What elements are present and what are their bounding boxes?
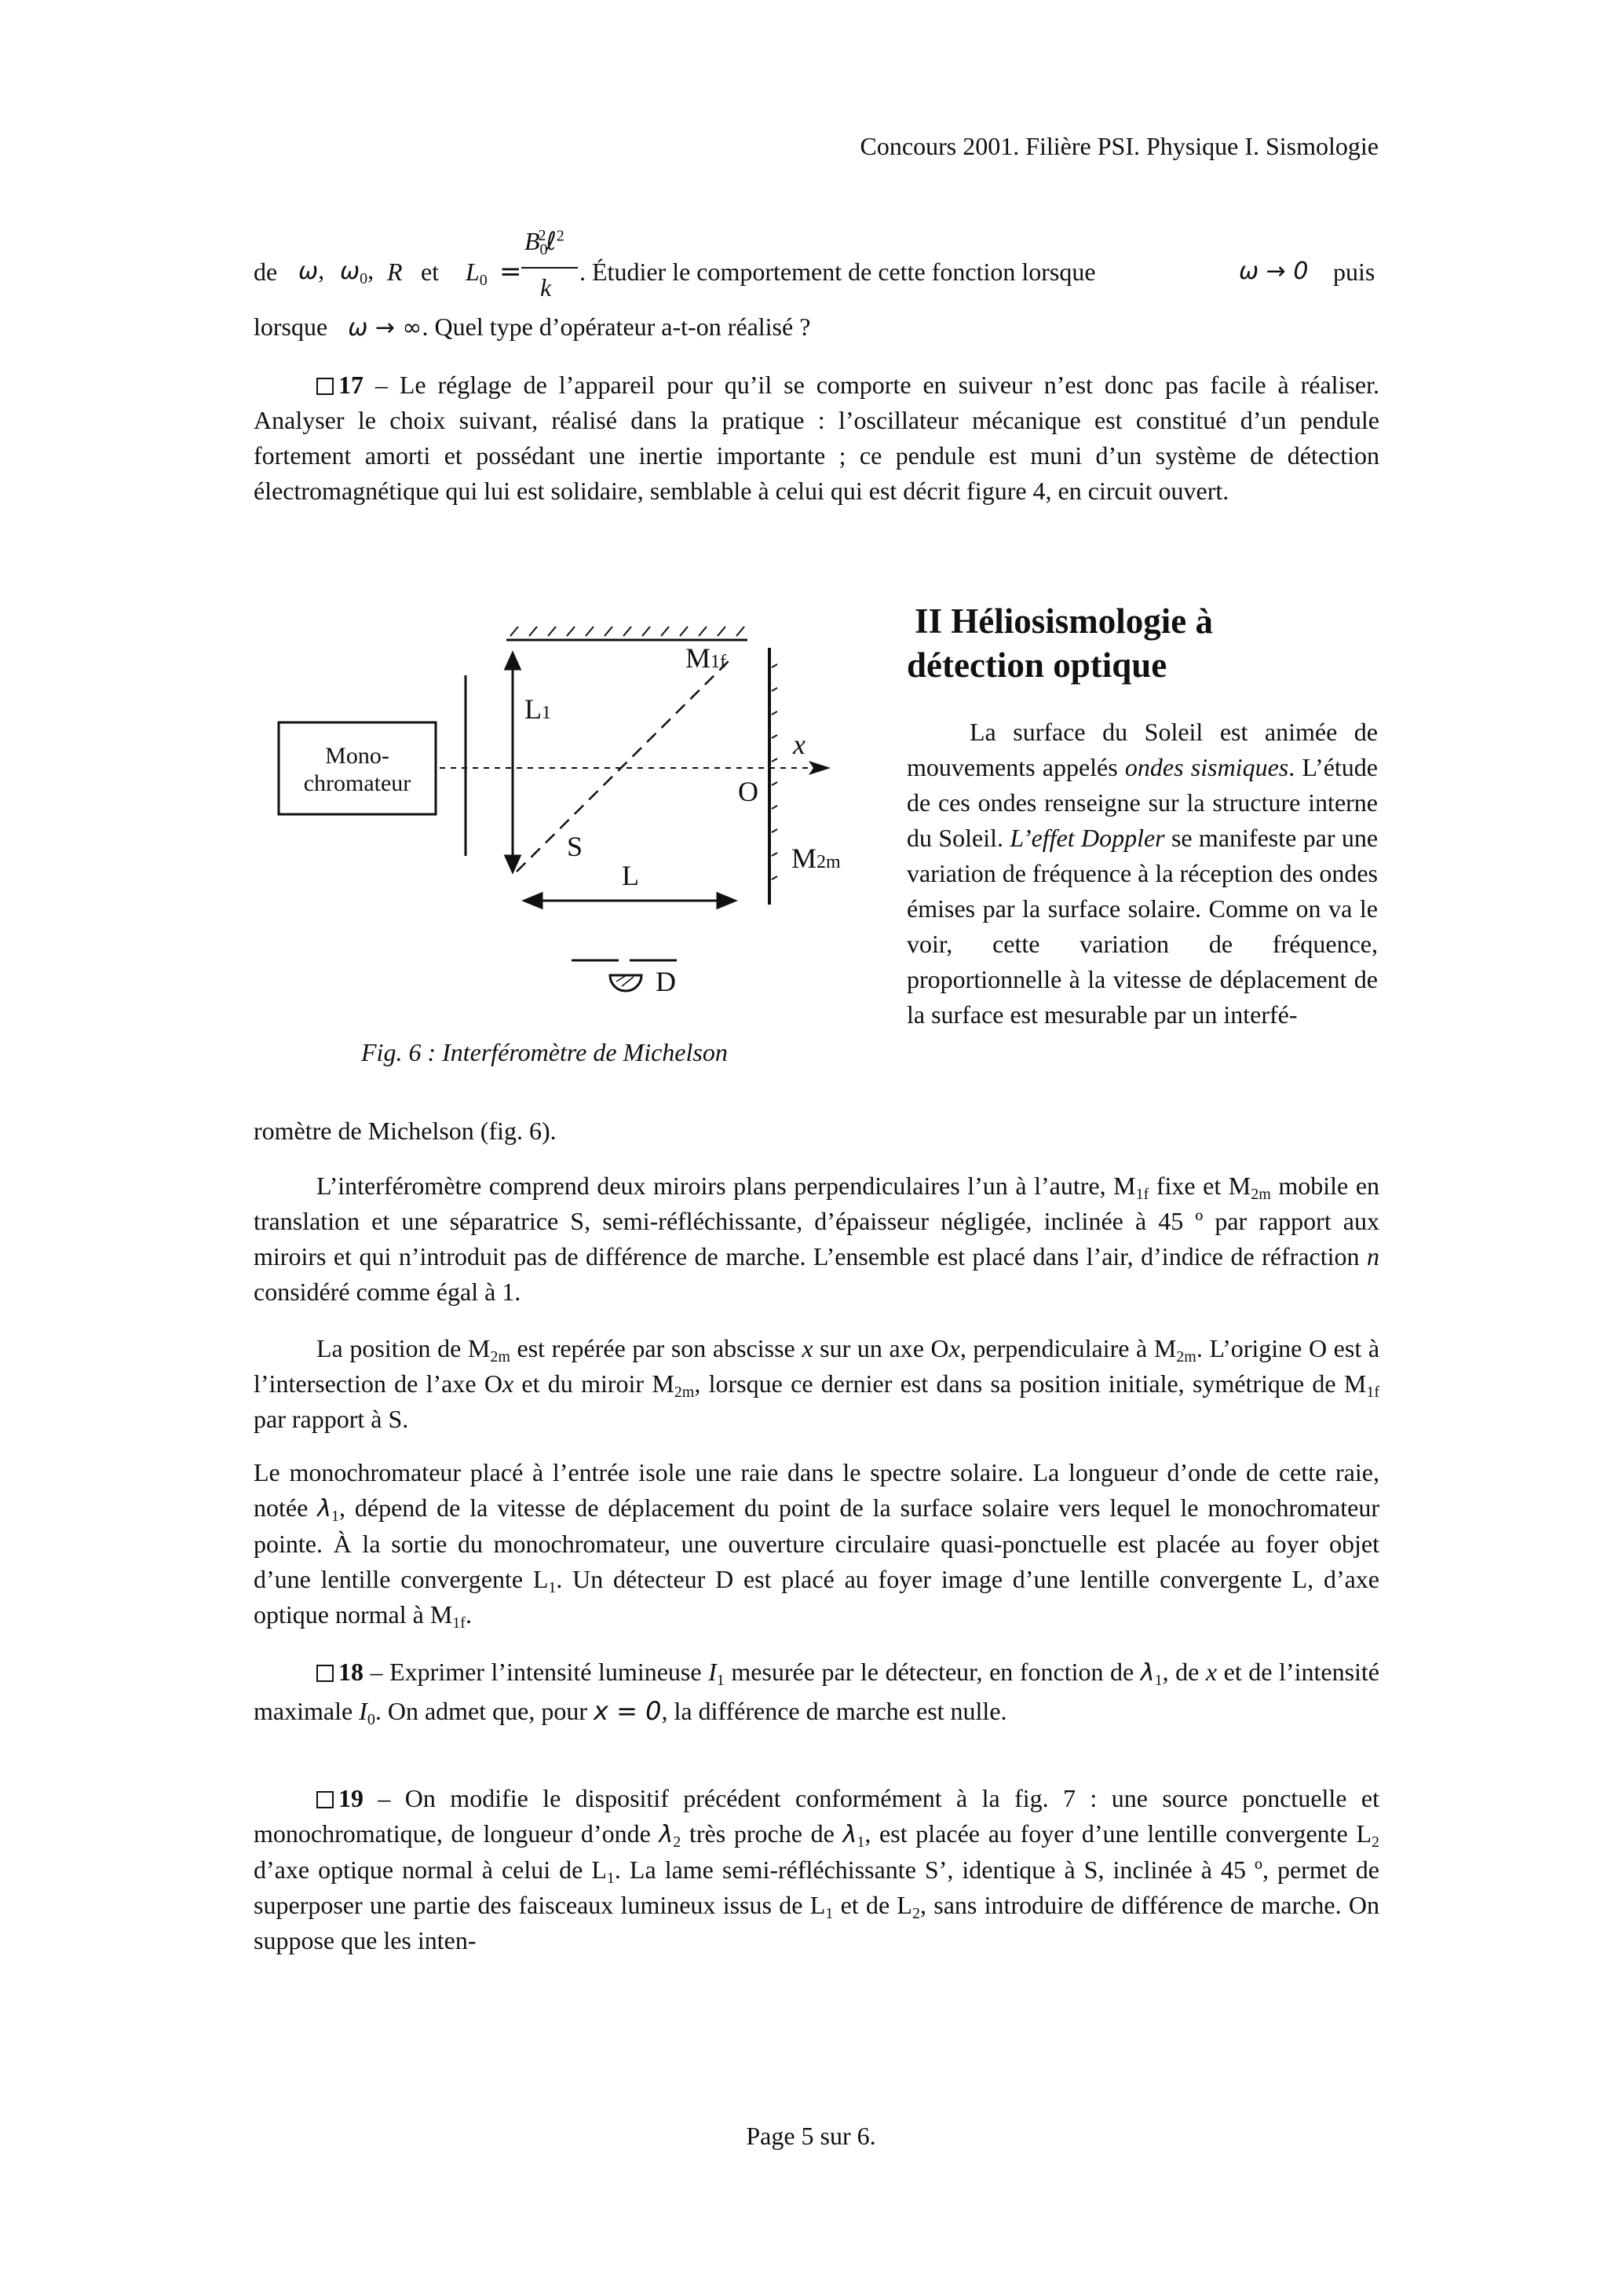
label-l: L: [622, 860, 639, 891]
question-19: 19 – On modifie le dispositif précédent conformément à la fig. 7 : une source ponctuelle et monochromatique, de longueur d’onde $\lambda_2$ très proche de $\lambda_1$, est placée au foyer d’une lentille convergente $L_2$ d’axe optique normal à celui de $L_1$. La lame semi-réfléchissante S’, identique à S, inclinée à 45 º, permet de superposer une partie des faisceaux lumineux issus de $L_1$ et de $L_2$, sans introduire de différence de marche. On suppose que les inten-: [254, 1784, 1380, 1954]
label-o: O: [738, 776, 758, 807]
page-number: Page 5 sur 6.: [746, 2122, 876, 2150]
intro-continuation: se manifeste par une variation de fréquence à la réception des ondes émises par la surface solaire. Comme on va le voir, cette variation de fréquence, proportionnelle à la vitesse de déplacement de la surface est mesurable par un interfé-: [907, 824, 1379, 1029]
label-d: D: [656, 966, 676, 997]
label-s: S: [567, 831, 583, 862]
checkbox-icon: [316, 1665, 334, 1682]
separatrice-s: [517, 658, 732, 872]
question-18: 18 – Exprimer l’intensité lumineuse $I_1$ mesurée par le détecteur, en fonction de $\lambda_1$, de x et de l’intensité maximale $I_0$. On admet que, pour x = 0, la différence de marche est nulle.: [254, 1658, 1380, 1728]
checkbox-icon: [316, 1791, 334, 1808]
section-2-title: II Héliosismologie à détection optique: [907, 601, 1213, 685]
lens-l: [524, 894, 735, 908]
question-17: 17 – Le réglage de l’appareil pour qu’il se comporte en suiveur n’est donc pas facile à réaliser. Analyser le choix suivant, réalisé dans la pratique : l’oscillateur mécanique est constitué d’un pendule fortement amorti et possédant une inertie importante ; ce pendule est muni d’un système de détection électromagnétique qui lui est solidaire, semblable à celui qui est décrit figure 4, en circuit ouvert.: [254, 371, 1379, 505]
mirror-m2m-hatching: [772, 664, 777, 879]
fraction-bar: [521, 267, 578, 269]
lens-l1: [506, 653, 520, 872]
figure-6-michelson: [267, 612, 864, 1029]
label-l1: L: [524, 693, 542, 725]
running-header: Concours 2001. Filière PSI. Physique I. Sismologie: [860, 132, 1379, 160]
checkbox-icon: [316, 378, 334, 395]
top-paragraph-line2: lorsque ω → ∞. Quel type d’opérateur a-t-on réalisé ?: [254, 313, 811, 342]
top-paragraph-line1: de ω, $\omega_0$, R et $L_0$ = $B_0^2\ell^2$ k . Étudier le comportement de cette fonction lorsque ω → 0 puis: [254, 226, 1375, 302]
label-x: x: [793, 729, 806, 760]
figure-caption: Fig. 6 : Interféromètre de Michelson: [361, 1038, 728, 1066]
label-m1f: M: [685, 642, 711, 674]
svg-text:M2m: M2m: [791, 843, 841, 874]
section-2-wrap-tail: romètre de Michelson (fig. 6).: [254, 1113, 557, 1149]
paragraph-monochromateur: Le monochromateur placé à l’entrée isole une raie dans le spectre solaire. La longueur d’onde de cette raie, notée $\lambda_1$, dépend de la vitesse de déplacement du point de la surface solaire vers lequel le monochromateur pointe. À la sortie du monochromateur, une ouverture circulaire quasi-ponctuelle est placée au foyer objet d’une lentille convergente $L_1$. Un détecteur D est placé au foyer image d’une lentille convergente L, d’axe optique normal à $M_{1f}$.: [254, 1458, 1380, 1632]
label-m2m: M: [791, 843, 817, 874]
paragraph-position: La position de $M_{2m}$ est repérée par son abscisse x sur un axe Ox, perpendiculaire à $M_{2m}$. L’origine O est à l’intersection de l’axe Ox et du miroir $M_{2m}$, lorsque ce dernier est dans sa position initiale, symétrique de $M_{1f}$ par rapport à S.: [254, 1334, 1380, 1433]
label-mono-1: Mono-: [325, 743, 389, 769]
fraction-numerator: $B_0^2\ell^2$: [524, 226, 564, 258]
section-2-intro: La surface du Soleil est animée de mouvements appelés ondes sismiques. L’étude de ces ondes renseigne sur la structure interne du Soleil. L’effet Doppler se manifeste par une variation de fréquence à la réception des ondes émises par la surface solaire. Comme on va le voir, cette variation de fréquence, proportionnelle à la vitesse de déplacement de la surface est mesurable par un interfé-: [907, 718, 1379, 1029]
svg-text:M1f: M1f: [685, 642, 727, 674]
paragraph-interferometre: L’interféromètre comprend deux miroirs plans perpendiculaires l’un à l’autre, $M_{1f}$ fixe et $M_{2m}$ mobile en translation et une séparatrice S, semi-réfléchissante, d’épaisseur négligée, inclinée à 45 º par rapport aux miroirs et qui n’introduit pas de différence de marche. L’ensemble est placé dans l’air, d’indice de réfraction n considéré comme égal à 1.: [254, 1172, 1380, 1306]
axis-arrow-x: [809, 761, 831, 775]
label-mono-2: chromateur: [303, 770, 411, 796]
mirror-m1f-hatching: [510, 627, 744, 636]
svg-text:L1: L1: [524, 693, 551, 725]
